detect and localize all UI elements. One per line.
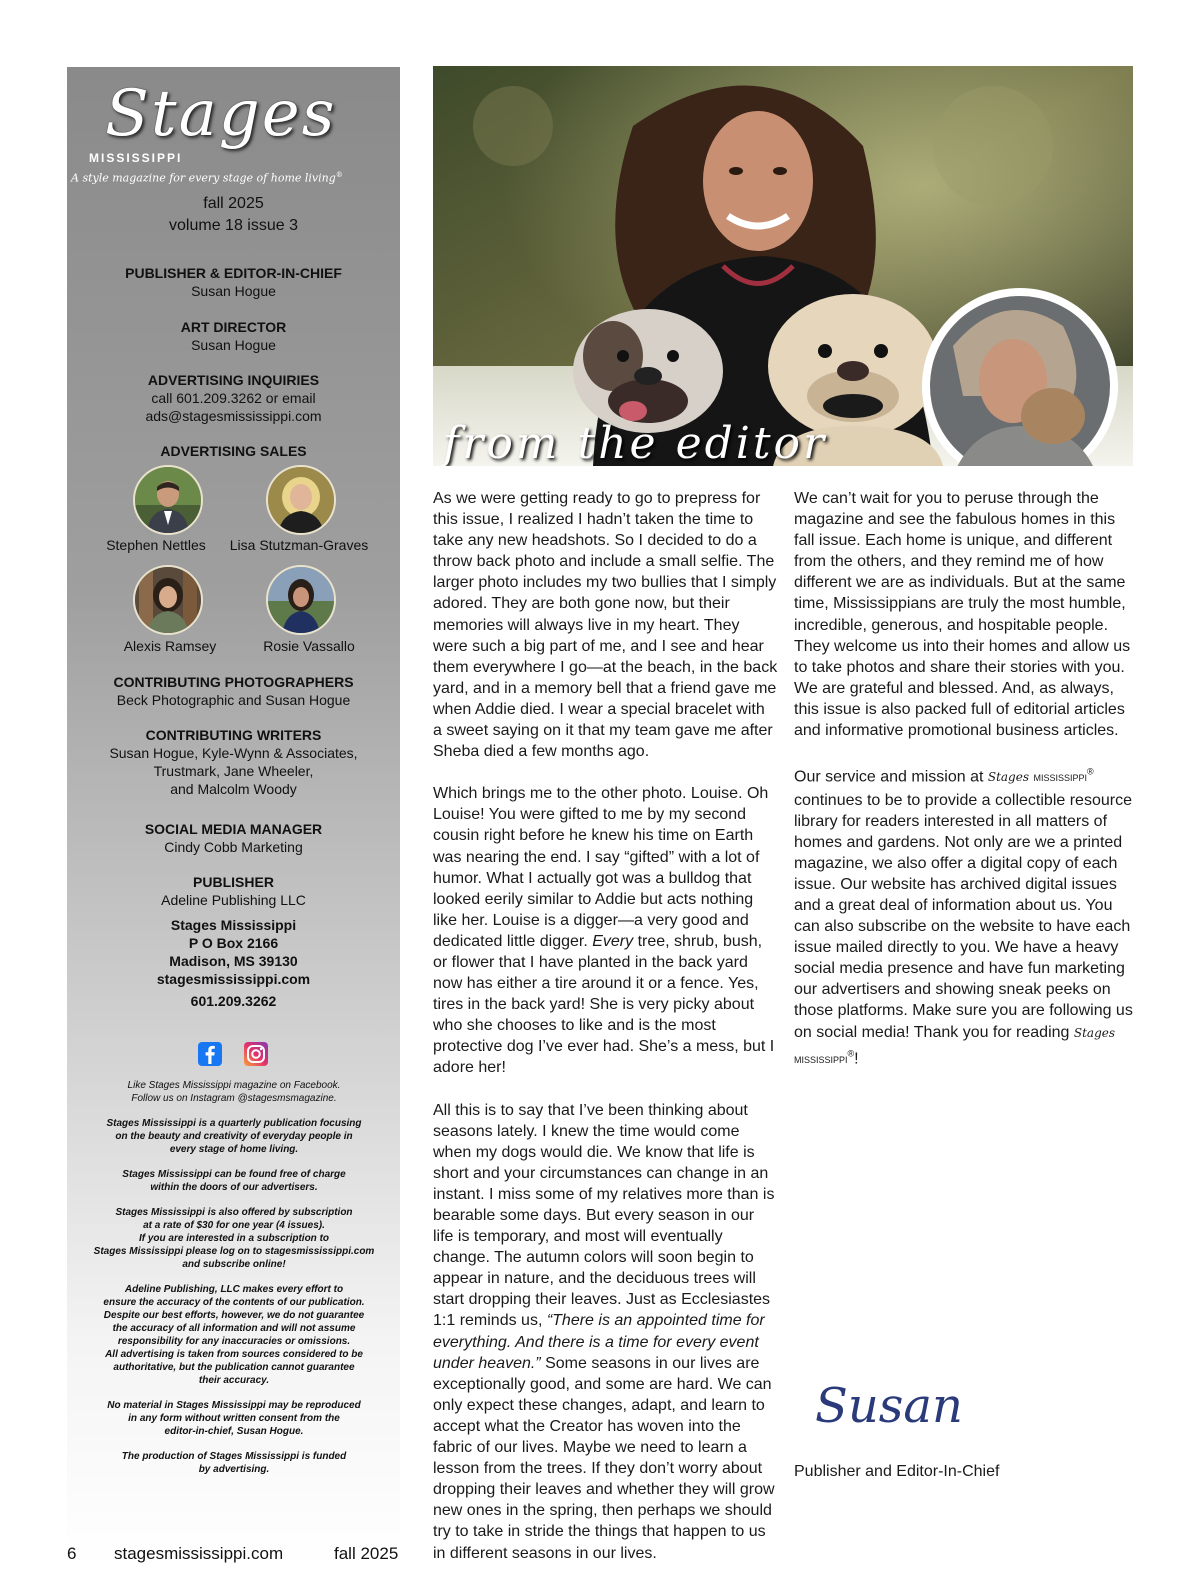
funding-note: The production of Stages Mississippi is funded by advertising.: [121, 1451, 347, 1475]
magazine-logo: [67, 77, 400, 187]
publisher-name: Adeline Publishing LLC: [161, 892, 306, 908]
letter-column-right: [794, 488, 1136, 1092]
photographers-title: CONTRIBUTING PHOTOGRAPHERS: [113, 674, 354, 690]
photographers-names: Beck Photographic and Susan Hogue: [116, 692, 351, 708]
editor-signature: Susan: [815, 1378, 963, 1434]
publisher-title: PUBLISHER: [193, 874, 274, 890]
sales-rep-name: Alexis Ramsey: [123, 638, 217, 654]
accuracy-disclaimer: Adeline Publishing, LLC makes every effort to ensure the accuracy of the contents of our publication. Despite our best efforts, however, we do not guarantee the accuracy of all information and will not assume responsibility for any inaccuracies or omissions. All advertising is taken from sources considered to be authoritative, but the publication cannot guarantee their accuracy.: [103, 1284, 365, 1386]
fine-print: [79, 1079, 389, 1488]
publisher-block: [67, 873, 400, 909]
address-phone: 601.209.3262: [190, 993, 277, 1009]
address-po-box: P O Box 2166: [188, 935, 279, 951]
letter-paragraph: As we were getting ready to go to prepress for this issue, I realized I hadn’t taken the time to take any new headshots. So I decided to do a throw back photo and include a small selfie. The larger photo includes my two bullies that I simply adored. They are both gone now, but their memories will always live in my heart. They were such a big part of me, and I see and hear them everywhere I go—at the beach, in the back yard, and in a memory bell that a friend gave me when Addie died. I wear a special bracelet with a sweet saying on it that my team gave me after Sheba died a few months ago.: [433, 490, 778, 761]
sales-rep-name: Stephen Nettles: [106, 537, 206, 553]
writers-line: and Malcolm Woody: [170, 781, 297, 797]
logo-script: Stages: [105, 77, 337, 151]
social-manager-name: Cindy Cobb Marketing: [164, 839, 303, 855]
from-the-editor-caption: from the editor: [443, 418, 828, 466]
avatar-lisa-stutzman-graves: [266, 465, 336, 535]
footer-season: fall 2025: [334, 1544, 399, 1563]
address-website[interactable]: stagesmississippi.com: [156, 971, 311, 987]
writers-line: Susan Hogue, Kyle-Wynn & Associates,: [109, 745, 358, 761]
photographers-block: [67, 673, 400, 709]
mailing-address: [67, 916, 400, 1010]
writers-block: [67, 726, 400, 798]
publisher-editor-name: Susan Hogue: [191, 283, 276, 299]
masthead-sidebar: [67, 67, 400, 1567]
art-director-block: [67, 318, 400, 354]
writers-line: Trustmark, Jane Wheeler,: [153, 763, 314, 779]
address-name: Stages Mississippi: [170, 917, 297, 933]
follow-note: Like Stages Mississippi magazine on Facebook. Follow us on Instagram @stagesmsmagazine.: [127, 1080, 341, 1104]
inline-logo: Stages MISSISSIPPI®: [794, 1025, 1116, 1065]
avatar-stephen-nettles: [133, 465, 203, 535]
avatar-alexis-ramsey: [133, 565, 203, 635]
quarterly-note: Stages Mississippi is a quarterly publication focusing on the beauty and creativity of everyday people in every stage of home living.: [106, 1118, 362, 1155]
footer-website[interactable]: stagesmississippi.com: [114, 1544, 284, 1563]
letter-column-left: [433, 488, 778, 1585]
facebook-icon[interactable]: [198, 1042, 222, 1066]
issue-volume: volume 18 issue 3: [169, 217, 298, 234]
logo-tagline: A style magazine for every stage of home living®: [71, 171, 343, 185]
social-manager-block: [67, 820, 400, 856]
ad-inquiries-phone: call 601.209.3262 or email: [151, 390, 316, 406]
letter-paragraph: All this is to say that I’ve been thinking about seasons lately. I knew the time would come when my dogs would die. We know that life is short and your circumstances can change in an instant. I miss some of my relatives more than is bearable some days. But every season in our life is temporary, and most will eventually change. The autumn colors will soon begin to appear in nature, and the deciduous trees will start dropping their leaves. Just as Ecclesiastes 1:1 reminds us, “There is an appointed time for everything. And there is a time for every event under heaven.” Some seasons in our lives are exceptionally good, and some are hard. We can only expect these changes, adapt, and learn to accept what the Creator has woven into the fabric of our lives. Maybe we need to learn a lesson from the trees. If they don’t worry about dropping their leaves and whether they will grow new ones in the spring, then perhaps we should try to take in stride the things that happen to us in different seasons in our lives.: [433, 1101, 775, 1562]
editor-hero-photo: [433, 66, 1133, 466]
sales-rep-name: Lisa Stutzman-Graves: [229, 537, 369, 553]
instagram-icon[interactable]: [244, 1042, 268, 1066]
reproduction-notice: No material in Stages Mississippi may be reproduced in any form without written consent from the editor-in-chief, Susan Hogue.: [107, 1400, 361, 1437]
art-director-name: Susan Hogue: [191, 337, 276, 353]
letter-paragraph: We can’t wait for you to peruse through the magazine and see the fabulous homes in this fall issue. Each home is unique, and different from the others, and they remind me of how different we are as individuals. But at the same time, Mississippians are truly the most humble, incredible, generous, and hospitable people. They welcome us into their homes and allow us to take photos and share their stories with you. We are grateful and blessed. And, as always, this issue is also packed full of editorial articles and informative promotional business articles.: [794, 490, 1131, 740]
ad-inquiries-email[interactable]: ads@stagesmississippi.com: [145, 408, 322, 424]
inline-logo: Stages MISSISSIPPI®: [987, 767, 1094, 785]
avatar-rosie-vassallo: [266, 565, 336, 635]
sales-rep-name: Rosie Vassallo: [263, 638, 355, 654]
ad-sales-title: ADVERTISING SALES: [160, 443, 307, 459]
hero-illustration: [433, 66, 1133, 466]
issue-info: [67, 193, 400, 237]
letter-paragraph: Our service and mission at Stages MISSISSIPPI® continues to be to provide a collectible resource library for readers interested in all matters of homes and gardens. Not only are we a printed magazine, we also offer a digital copy of each issue. Our website has archived digital issues and a great deal of information about us. You can also subscribe on the website to have each issue mailed directly to you. We have a heavy social media presence and have fun marketing our advertisers and showing sneak peeks on those platforms. Make sure you are following us on social media! Thank you for reading Stages MISSISSIPPI®!: [794, 767, 1133, 1067]
art-director-title: ART DIRECTOR: [180, 319, 287, 335]
page-number: 6: [67, 1544, 77, 1563]
writers-title: CONTRIBUTING WRITERS: [145, 727, 322, 743]
ad-inquiries-title: ADVERTISING INQUIRIES: [147, 372, 320, 388]
address-city: Madison, MS 39130: [169, 953, 298, 969]
logo-state: MISSISSIPPI: [89, 151, 183, 165]
letter-paragraph: Which brings me to the other photo. Louise. Oh Louise! You were gifted to me by my second cousin right before he knew his time on Earth was nearing the end. I say “gifted” with a lot of humor. What I actually got was a bulldog that looked eerily similar to Addie but acts nothing like her. Louise is a digger—a very good and dedicated little digger. Every tree, shrub, bush, or flower that I have planted in the back yard now has either a tire around it or a fence. Yes, tires in the back yard! She is very picky about who she chooses to like and is the most protective dog I’ve ever had. She’s a mess, but I adore her!: [433, 785, 775, 1077]
subscription-note: Stages Mississippi is also offered by subscription at a rate of $30 for one year (4 issues). If you are interested in a subscription to Stages Mississippi please log on to stagesmississippi.com and subscribe online!: [93, 1207, 375, 1270]
free-note: Stages Mississippi can be found free of charge within the doors of our advertisers.: [122, 1169, 346, 1193]
issue-season: fall 2025: [203, 195, 264, 212]
publisher-editor-block: [67, 264, 400, 300]
social-manager-title: SOCIAL MEDIA MANAGER: [144, 821, 323, 837]
ad-inquiries-block: [67, 371, 400, 425]
publisher-editor-title: PUBLISHER & EDITOR-IN-CHIEF: [125, 265, 342, 281]
signature-title: Publisher and Editor-In-Chief: [794, 1463, 1000, 1480]
